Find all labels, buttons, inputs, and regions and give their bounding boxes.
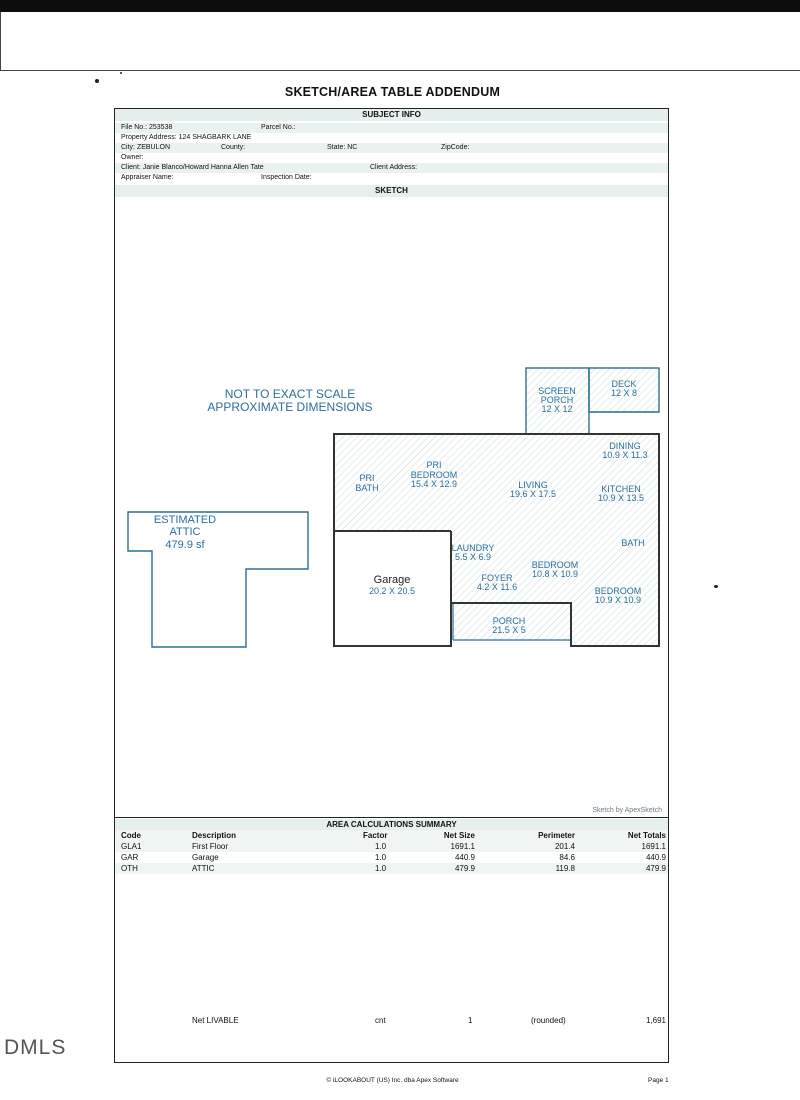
attic-label-1: ESTIMATED (153, 514, 217, 526)
cell-description: First Floor (192, 842, 228, 851)
dmls-watermark: DMLS (4, 1036, 67, 1059)
cell-description: Garage (192, 853, 219, 862)
floor-plan-sketch (115, 198, 668, 818)
area-calc-header: AREA CALCULATIONS SUMMARY (115, 819, 668, 831)
cell-net-totals: 479.9 (645, 864, 666, 873)
sketch-credit: Sketch by ApexSketch (592, 807, 662, 814)
cell-factor: 1.0 (375, 864, 387, 873)
scan-top-line (0, 70, 800, 71)
subject-info-header: SUBJECT INFO (115, 109, 668, 121)
room-kitchen-1: KITCHEN (601, 484, 641, 494)
net-livable-rounded: (rounded) (531, 1016, 566, 1025)
cell-net-size: 479.9 (454, 864, 475, 873)
net-livable-cnt-label: cnt (375, 1016, 386, 1025)
room-foyer-1: FOYER (481, 573, 513, 583)
cell-description: ATTIC (192, 864, 215, 873)
info-row-city (115, 143, 668, 153)
cell-code: OTH (121, 864, 138, 873)
cell-net-size: 440.9 (454, 853, 475, 862)
cell-code: GLA1 (121, 842, 142, 851)
scan-speck (95, 79, 99, 83)
room-pri-bedroom-3: 15.4 X 12.9 (410, 479, 458, 489)
info-row-client (115, 163, 668, 173)
scan-left-edge (0, 12, 1, 70)
room-garage-2: 20.2 X 20.5 (368, 586, 416, 596)
room-kitchen-2: 10.9 X 13.5 (597, 493, 645, 503)
cell-factor: 1.0 (375, 853, 387, 862)
appraiser-name: Appraiser Name: (121, 174, 174, 181)
net-livable-total: 1,691 (645, 1016, 666, 1025)
attic-label-3: 479.9 sf (165, 539, 205, 551)
room-deck-2: 12 X 8 (610, 388, 638, 398)
room-deck-1: DECK (611, 379, 637, 389)
scale-note-line2: APPROXIMATE DIMENSIONS (207, 400, 373, 414)
info-row-appraiser (115, 173, 668, 183)
client: Client: Janie Blanco/Howard Hanna Allen Tate (121, 164, 264, 171)
room-bedroom-1-2: 10.8 X 10.9 (531, 569, 579, 579)
room-dining-1: DINING (609, 441, 641, 451)
room-bedroom-2-2: 10.9 X 10.9 (594, 595, 642, 605)
net-livable-label: Net LIVABLE (192, 1016, 239, 1025)
room-bedroom-2-1: BEDROOM (594, 586, 642, 596)
room-living-2: 19.6 X 17.5 (509, 489, 557, 499)
info-row-file (115, 123, 668, 133)
room-screen-porch-3: 12 X 12 (541, 404, 573, 414)
page-title: SKETCH/AREA TABLE ADDENDUM (284, 85, 501, 99)
room-foyer-2: 4.2 X 11.6 (476, 582, 518, 592)
section-divider (115, 817, 668, 818)
room-pri-bath-1: PRI (359, 473, 375, 483)
cell-net-totals: 1691.1 (641, 842, 666, 851)
room-bath: BATH (621, 538, 645, 548)
area-calc-column-headers (115, 830, 668, 841)
cell-perimeter: 84.6 (559, 853, 575, 862)
room-dining-2: 10.9 X 11.3 (602, 450, 648, 460)
room-screen-porch-2: PORCH (540, 395, 574, 405)
scale-note-line1: NOT TO EXACT SCALE (224, 387, 356, 401)
info-row-owner (115, 153, 668, 163)
cell-net-totals: 440.9 (645, 853, 666, 862)
room-pri-bedroom-2: BEDROOM (410, 470, 458, 480)
table-row (115, 863, 668, 874)
col-net-totals: Net Totals (627, 831, 666, 840)
cell-perimeter: 119.8 (555, 864, 575, 873)
county: County: (221, 144, 246, 151)
city: City: ZEBULON (121, 144, 171, 151)
room-bedroom-1-1: BEDROOM (531, 560, 579, 570)
room-garage-1: Garage (373, 574, 411, 586)
room-pri-bath-2: BATH (355, 483, 379, 493)
inspection-date: Inspection Date: (261, 174, 312, 181)
sketch-area (115, 198, 668, 818)
table-row (115, 852, 668, 863)
addendum-frame (114, 108, 669, 1063)
col-description: Description (192, 831, 237, 840)
footer-copyright: © iLOOKABOUT (US) Inc. dba Apex Software (326, 1077, 459, 1084)
net-livable-row (115, 1015, 668, 1027)
table-row (115, 841, 668, 852)
attic-label-2: ATTIC (169, 526, 201, 538)
owner: Owner: (121, 154, 144, 161)
room-laundry-2: 5.5 X 6.9 (454, 552, 492, 562)
cell-net-size: 1691.1 (450, 842, 475, 851)
room-porch-2: 21.5 X 5 (492, 625, 526, 635)
cell-perimeter: 201.4 (554, 842, 575, 851)
col-perimeter: Perimeter (538, 831, 575, 840)
file-no: File No.: 253538 (121, 124, 173, 131)
room-living-1: LIVING (518, 480, 548, 490)
property-address: Property Address: 124 SHAGBARK LANE (121, 134, 252, 141)
zipcode: ZipCode: (441, 144, 470, 151)
scan-top-border (0, 0, 800, 12)
footer-page-number: Page 1 (648, 1077, 669, 1084)
sketch-header: SKETCH (115, 185, 668, 197)
state: State: NC (327, 144, 358, 151)
scan-speck (120, 72, 122, 74)
parcel-no: Parcel No.: (261, 124, 296, 131)
client-address: Client Address: (370, 164, 418, 171)
col-factor: Factor (363, 831, 388, 840)
info-row-address (115, 133, 668, 143)
attic-outline (128, 512, 308, 647)
room-laundry-1: LAUNDRY (451, 543, 495, 553)
room-screen-porch-1: SCREEN (538, 386, 576, 396)
room-pri-bedroom-1: PRI (426, 460, 442, 470)
col-code: Code (121, 831, 141, 840)
room-porch-1: PORCH (492, 616, 526, 626)
cell-factor: 1.0 (375, 842, 387, 851)
col-net-size: Net Size (443, 831, 475, 840)
cell-code: GAR (121, 853, 139, 862)
scan-speck (714, 585, 718, 588)
net-livable-cnt: 1 (468, 1016, 473, 1025)
